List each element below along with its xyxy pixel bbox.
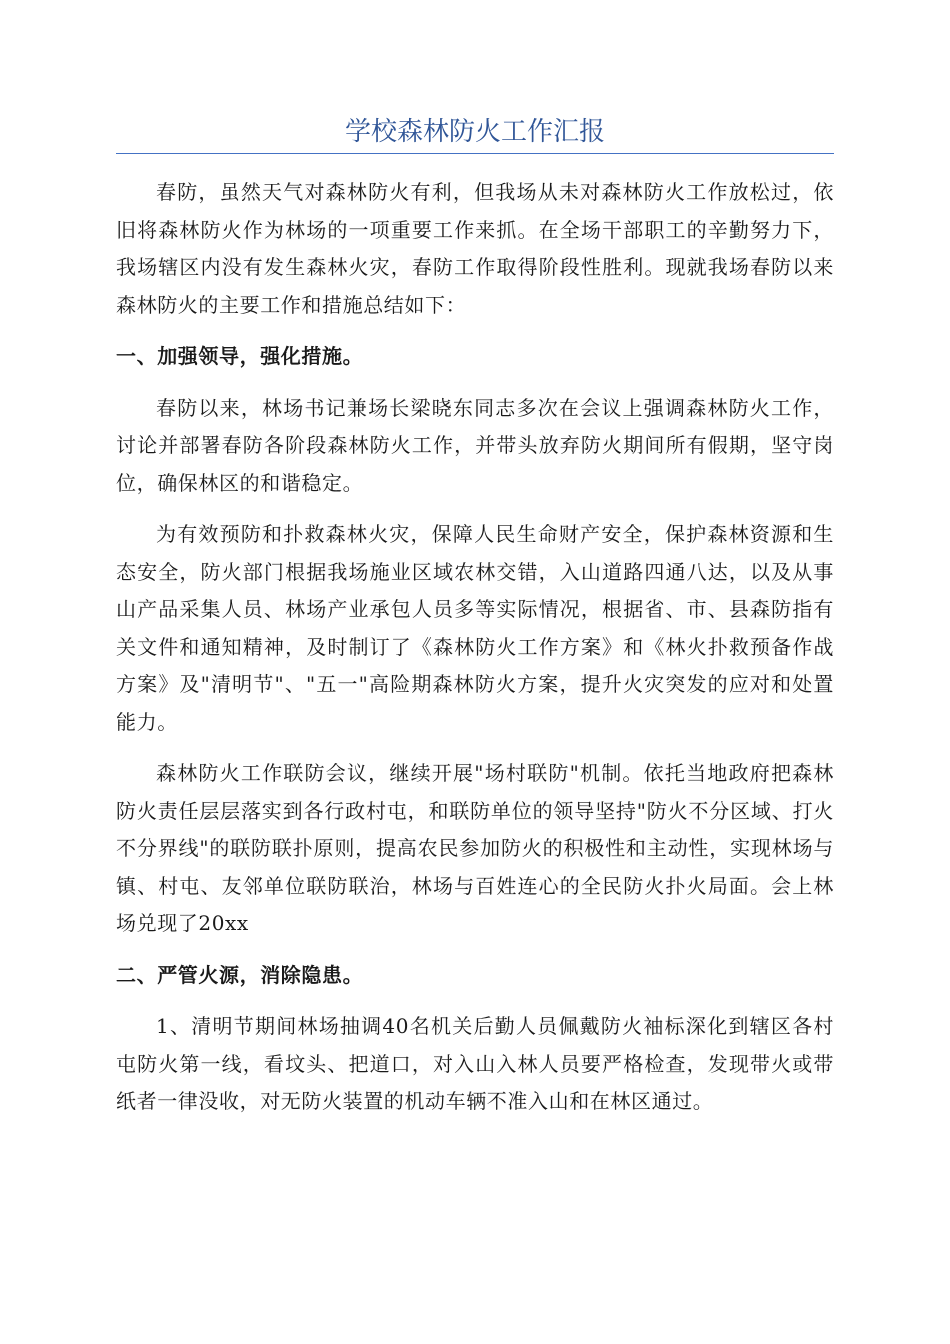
section-2-paragraph: 1、清明节期间林场抽调40名机关后勤人员佩戴防火袖标深化到辖区各村屯防火第一线，看坟头、把道口，对入山入林人员要严格检查，发现带火或带纸者一律没收，对无防火装置的机动车辆不准入山和在林区通过。 (116, 1014, 834, 1113)
section-2-heading: 二、严管火源，消除隐患。 (116, 962, 364, 987)
section-1-heading: 一、加强领导，强化措施。 (116, 344, 364, 368)
section-1-paragraph: 森林防火工作联防会议，继续开展"场村联防"机制。依托当地政府把森林防火责任层层落实到各行政村屯，和联防单位的领导坚持"防火不分区域、打火不分界线"的联防联扑原则，提高农民参加防火的积极性和主动性，实现林场与镇、村屯、友邻单位联防联治，林场与百姓连心的全民防火扑火局面。会上林场兑现了20xx (116, 761, 834, 935)
section-1-paragraph: 为有效预防和扑救森林火灾，保障人民生命财产安全，保护森林资源和生态安全，防火部门根据我场施业区域农林交错，入山道路四通八达，以及从事山产品采集人员、林场产业承包人员多等实际情况，根据省、市、县森防指有关文件和通知精神，及时制订了《森林防火工作方案》和《林火扑救预备作战方案》及"清明节"、"五一"高险期森林防火方案，提升火灾突发的应对和处置能力。 (116, 522, 834, 734)
section-1-paragraph: 春防以来，林场书记兼场长梁晓东同志多次在会议上强调森林防火工作，讨论并部署春防各阶段森林防火工作，并带头放弃防火期间所有假期，坚守岗位，确保林区的和谐稳定。 (116, 395, 834, 495)
title-underline (116, 153, 834, 154)
intro-paragraph: 春防，虽然天气对森林防火有利，但我场从未对森林防火工作放松过，依旧将森林防火作为林场的一项重要工作来抓。在全场干部职工的辛勤努力下，我场辖区内没有发生森林火灾，春防工作取得阶段性胜利。现就我场春防以来森林防火的主要工作和措施总结如下： (116, 180, 834, 317)
document-title: 学校森林防火工作汇报 (344, 117, 605, 147)
document-body (116, 174, 834, 1135)
title-block (116, 112, 834, 156)
